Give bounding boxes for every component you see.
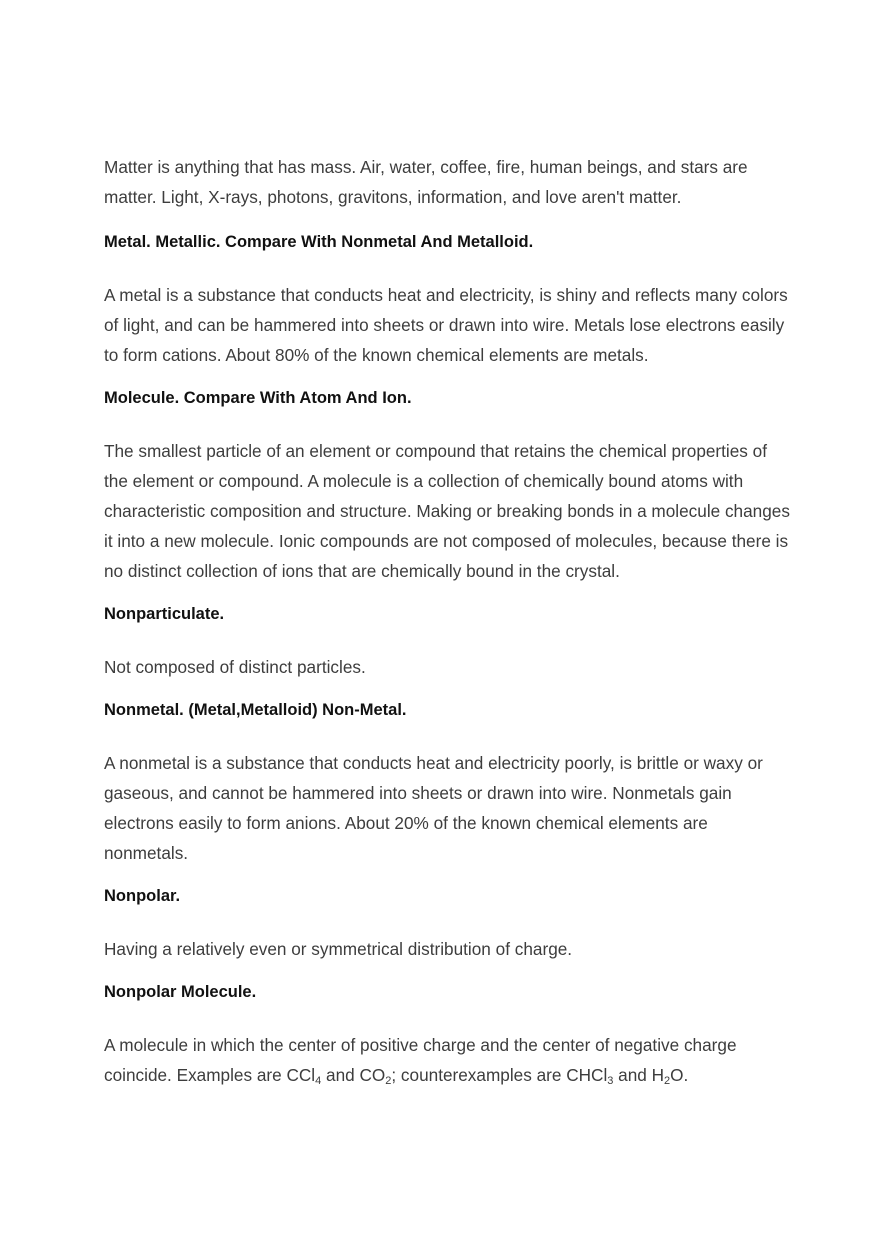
heading-nonpolar-molecule: Nonpolar Molecule. <box>104 983 257 1001</box>
subscript: 3 <box>607 1075 614 1087</box>
subscript: 2 <box>385 1075 392 1087</box>
text-part: and H <box>613 1065 665 1085</box>
paragraph-nonpolar: Having a relatively even or symmetrical distribution of charge. <box>104 939 573 959</box>
paragraph-metal: A metal is a substance that conducts heat and electricity, is shiny and reflects many colors of light, and can be hammered into sheets or drawn into wire. Metals lose electrons easily to form cations. About 80% of the known chemical elements are metals. <box>104 285 788 365</box>
heading-nonpolar: Nonpolar. <box>104 887 181 905</box>
heading-metal: Metal. Metallic. Compare With Nonmetal And Metalloid. <box>104 233 534 251</box>
text-part: A molecule in which the center of positive charge and the center of negative charge coincide. Examples are CCl <box>104 1035 737 1085</box>
paragraph-nonmetal: A nonmetal is a substance that conducts heat and electricity poorly, is brittle or waxy or gaseous, and cannot be hammered into sheets or drawn into wire. Nonmetals gain electrons easily to form anions. About 20% of the known chemical elements are nonmetals. <box>104 753 763 863</box>
text-part: ; counterexamples are CHCl <box>391 1065 608 1085</box>
paragraph-nonpolar-molecule <box>104 1030 794 1090</box>
text-part: O. <box>670 1065 689 1085</box>
heading-nonmetal: Nonmetal. (Metal,Metalloid) Non-Metal. <box>104 701 407 719</box>
text-part: and CO <box>321 1065 386 1085</box>
subscript: 2 <box>664 1075 671 1087</box>
heading-nonparticulate: Nonparticulate. <box>104 605 225 623</box>
intro-paragraph: Matter is anything that has mass. Air, water, coffee, fire, human beings, and stars are matter. Light, X-rays, photons, gravitons, information, and love aren't matter. <box>104 157 748 207</box>
document-page <box>104 152 794 1107</box>
heading-molecule: Molecule. Compare With Atom And Ion. <box>104 389 412 407</box>
paragraph-nonparticulate: Not composed of distinct particles. <box>104 657 366 677</box>
subscript: 4 <box>315 1075 322 1087</box>
paragraph-molecule: The smallest particle of an element or compound that retains the chemical properties of the element or compound. A molecule is a collection of chemically bound atoms with characteristic composition and structure. Making or breaking bonds in a molecule changes it into a new molecule. Ionic compounds are not composed of molecules, because there is no distinct collection of ions that are chemically bound in the crystal. <box>104 441 790 581</box>
